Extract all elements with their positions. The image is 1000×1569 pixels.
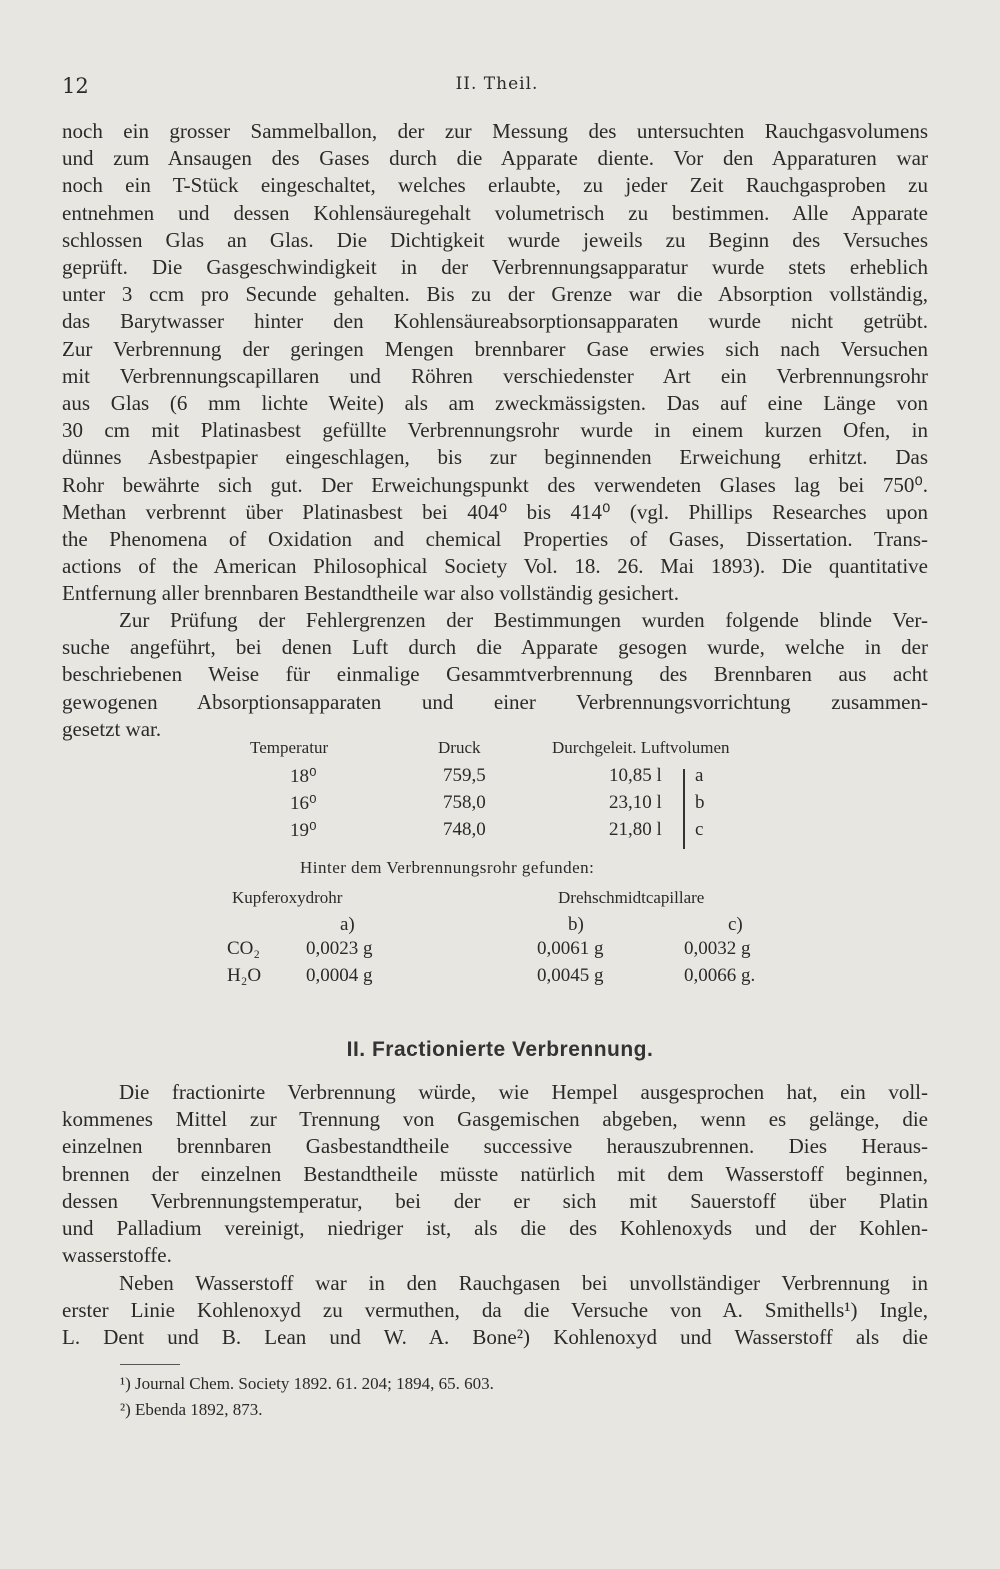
text-line: Methan verbrennt über Platinasbest bei 404⁰ bis 414⁰ (vgl. Phillips Researches upon: [62, 499, 928, 524]
table-cell-label: c: [695, 819, 704, 840]
table-cell-b: 0,0045 g: [537, 965, 604, 986]
text-line: geprüft. Die Gasgeschwindigkeit in der Verbrennungsapparatur wurde stets erheblich: [62, 255, 928, 280]
section-title: II. Fractionierte Verbrennung.: [346, 1038, 654, 1061]
column-header-b: b): [568, 914, 584, 935]
text-line: L. Dent und B. Lean und W. A. Bone²) Kohlenoxyd und Wasserstoff als die: [62, 1325, 928, 1350]
text-line: gesetzt war.: [62, 716, 162, 741]
text-line: entnehmen und dessen Kohlensäuregehalt volumetrisch zu bestimmen. Alle Apparate: [62, 200, 928, 225]
text-line: Rohr bewährte sich gut. Der Erweichungspunkt des verwendeten Glases lag bei 750⁰.: [62, 472, 928, 497]
row-label-h2o: H₂O: [227, 965, 262, 986]
table-cell-b: 0,0061 g: [537, 938, 604, 959]
table-cell-druck: 748,0: [443, 819, 486, 840]
text-line: einzelnen brennbaren Gasbestandtheile successive herauszubrennen. Dies Heraus-: [62, 1134, 928, 1159]
table-cell-label: a: [695, 765, 704, 786]
brace-divider: [683, 769, 685, 849]
running-title: II. Theil.: [455, 74, 539, 94]
text-line: unter 3 ccm pro Secunde gehalten. Bis zu der Grenze war die Absorption vollständig,: [62, 282, 928, 307]
table-cell-label: b: [695, 792, 705, 813]
table-cell-volumen: 23,10 l: [609, 792, 662, 813]
text-line: beschriebenen Weise für einmalige Gesammtverbrennung des Brennbaren aus acht: [62, 662, 928, 687]
text-line: dessen Verbrennungstemperatur, bei der er sich mit Sauerstoff über Platin: [62, 1188, 928, 1213]
footnote-1: ¹) Journal Chem. Society 1892. 61. 204; 1894, 65. 603.: [120, 1374, 494, 1393]
text-line: Neben Wasserstoff war in den Rauchgasen bei unvollständiger Verbrennung in: [119, 1271, 928, 1295]
footnote-divider: [120, 1364, 180, 1365]
text-line: Zur Verbrennung der geringen Mengen brennbarer Gase erwies sich nach Versuchen: [62, 336, 928, 361]
text-line: aus Glas (6 mm lichte Weite) als am zweckmässigsten. Das auf eine Länge von: [62, 391, 928, 416]
text-line: und Palladium vereinigt, niedriger ist, als die des Kohlenoxyds und der Kohlen-: [62, 1216, 928, 1241]
group-header-kupferoxydrohr: Kupferoxydrohr: [232, 888, 343, 907]
column-header-luftvolumen: Durchgeleit. Luftvolumen: [552, 738, 730, 757]
text-line: Zur Prüfung der Fehlergrenzen der Bestimmungen wurden folgende blinde Ver-: [119, 608, 928, 632]
footnote-2: ²) Ebenda 1892, 873.: [120, 1400, 263, 1419]
table-cell-volumen: 10,85 l: [609, 765, 662, 786]
page-header: [62, 74, 932, 104]
text-line: actions of the American Philosophical Society Vol. 18. 26. Mai 1893). Die quantitative: [62, 554, 928, 579]
text-line: brennen der einzelnen Bestandtheile müsste natürlich mit dem Wasserstoff beginnen,: [62, 1161, 928, 1186]
row-label-co2: CO₂: [227, 938, 261, 959]
column-header-druck: Druck: [438, 738, 481, 757]
paragraph-carbon-monoxide: [62, 1270, 928, 1352]
table-caption: Hinter dem Verbrennungsrohr gefunden:: [300, 858, 595, 877]
table-cell-a: 0,0023 g: [306, 938, 373, 959]
paragraph-fractional-combustion: [62, 1079, 928, 1269]
table-cell-druck: 758,0: [443, 792, 486, 813]
table-cell-temp: 16⁰: [290, 793, 317, 814]
text-line: 30 cm mit Platinasbest gefüllte Verbrennungsrohr wurde in einem kurzen Ofen, in: [62, 418, 928, 443]
text-line: mit Verbrennungscapillaren und Röhren verschiedenster Art ein Verbrennungsrohr: [62, 363, 928, 388]
table-cell-temp: 19⁰: [290, 820, 317, 841]
group-header-drehschmidtcapillare: Drehschmidtcapillare: [558, 888, 705, 907]
text-line: gewogenen Absorptionsapparaten und einer Verbrennungsvorrichtung zusammen-: [62, 689, 928, 714]
column-header-c: c): [728, 914, 743, 935]
text-line: erster Linie Kohlenoxyd zu vermuthen, da die Versuche von A. Smithells¹) Ingle,: [62, 1298, 928, 1323]
text-line: Die fractionirte Verbrennung würde, wie Hempel ausgesprochen hat, ein voll-: [119, 1080, 928, 1104]
text-line: schlossen Glas an Glas. Die Dichtigkeit wurde jeweils zu Beginn des Versuches: [62, 227, 928, 252]
table-cell-volumen: 21,80 l: [609, 819, 662, 840]
paragraph-apparatus: [62, 118, 928, 608]
column-header-a: a): [340, 914, 355, 935]
text-line: Entfernung aller brennbaren Bestandtheile war also vollständig gesichert.: [62, 581, 679, 606]
text-line: dünnes Asbestpapier eingeschlagen, bis zur beginnenden Erweichung erhitzt. Das: [62, 445, 928, 470]
paragraph-blind-tests: [62, 607, 928, 743]
text-line: kommenes Mittel zur Trennung von Gasgemischen abgeben, wenn es gelänge, die: [62, 1107, 928, 1132]
table-cell-druck: 759,5: [443, 765, 486, 786]
text-line: suche angeführt, bei denen Luft durch die Apparate gesogen wurde, welche in der: [62, 635, 928, 660]
text-line: noch ein T-Stück eingeschaltet, welches erlaubte, zu jeder Zeit Rauchgasproben zu: [62, 173, 928, 198]
table-cell-c: 0,0066 g.: [684, 965, 756, 986]
table-cell-a: 0,0004 g: [306, 965, 373, 986]
table-cell-temp: 18⁰: [290, 766, 317, 787]
text-line: das Barytwasser hinter den Kohlensäureabsorptionsapparaten wurde nicht getrübt.: [62, 309, 928, 334]
column-header-temperatur: Temperatur: [250, 738, 329, 757]
text-line: the Phenomena of Oxidation and chemical Properties of Gases, Dissertation. Trans-: [62, 527, 928, 552]
table-cell-c: 0,0032 g: [684, 938, 751, 959]
text-line: noch ein grosser Sammelballon, der zur Messung des untersuchten Rauchgasvolumens: [62, 119, 928, 143]
text-line: wasserstoffe.: [62, 1243, 172, 1268]
text-line: und zum Ansaugen des Gases durch die Apparate diente. Vor den Apparaturen war: [62, 146, 928, 171]
page-number: 12: [62, 74, 89, 98]
